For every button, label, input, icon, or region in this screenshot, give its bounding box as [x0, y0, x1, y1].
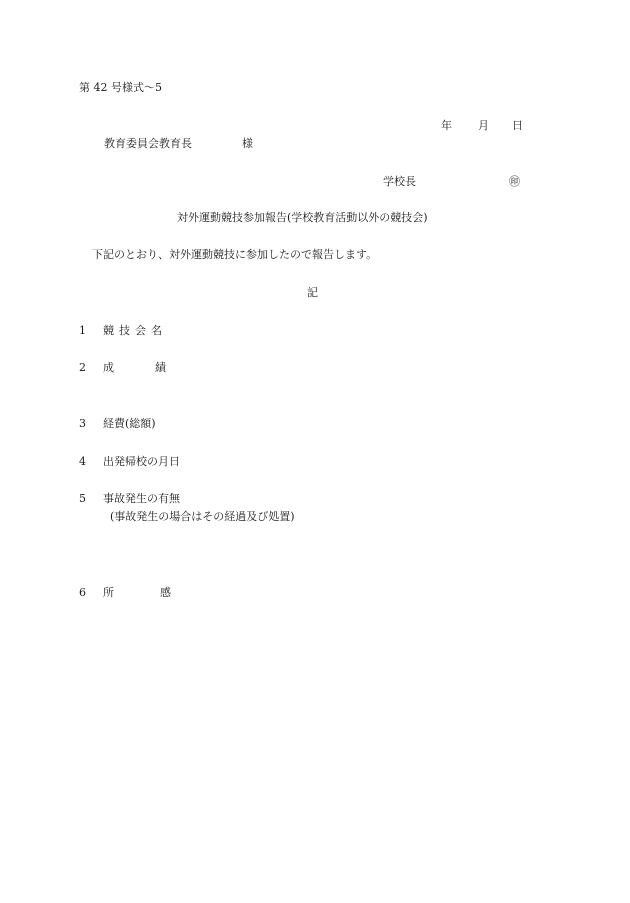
item-number: 4	[79, 455, 86, 468]
item-number: 5	[79, 492, 86, 505]
ki-heading: 記	[307, 286, 318, 299]
document-title: 対外運動競技参加報告(学校教育活動以外の競技会)	[177, 211, 428, 224]
date-day-label: 日	[512, 119, 523, 132]
seal-mark: ㊞	[509, 175, 520, 188]
item-label-competition-name: 競技会名	[103, 324, 167, 337]
intro-text: 下記のとおり、対外運動競技に参加したので報告します。	[92, 248, 378, 261]
item-label-results-part1: 成	[103, 361, 114, 374]
addressee-honorific: 様	[242, 137, 253, 150]
date-month-label: 月	[478, 119, 489, 132]
item-note-accidents: (事故発生の場合はその経過及び処置)	[110, 510, 295, 523]
item-label-accidents: 事故発生の有無	[103, 492, 180, 505]
item-number: 6	[79, 586, 86, 599]
item-label-results-part2: 績	[155, 361, 166, 374]
item-number: 3	[79, 417, 86, 430]
date-year-label: 年	[441, 119, 452, 132]
form-number: 第 42 号様式〜5	[79, 81, 162, 94]
principal-label: 学校長	[383, 175, 416, 188]
item-label-expenses: 経費(総額)	[103, 417, 156, 430]
item-number: 1	[79, 324, 86, 337]
addressee: 教育委員会教育長	[104, 137, 192, 150]
item-label-dates: 出発帰校の月日	[103, 455, 180, 468]
item-number: 2	[79, 361, 86, 374]
item-label-impressions-part2: 感	[160, 586, 171, 599]
item-label-impressions-part1: 所	[103, 586, 114, 599]
